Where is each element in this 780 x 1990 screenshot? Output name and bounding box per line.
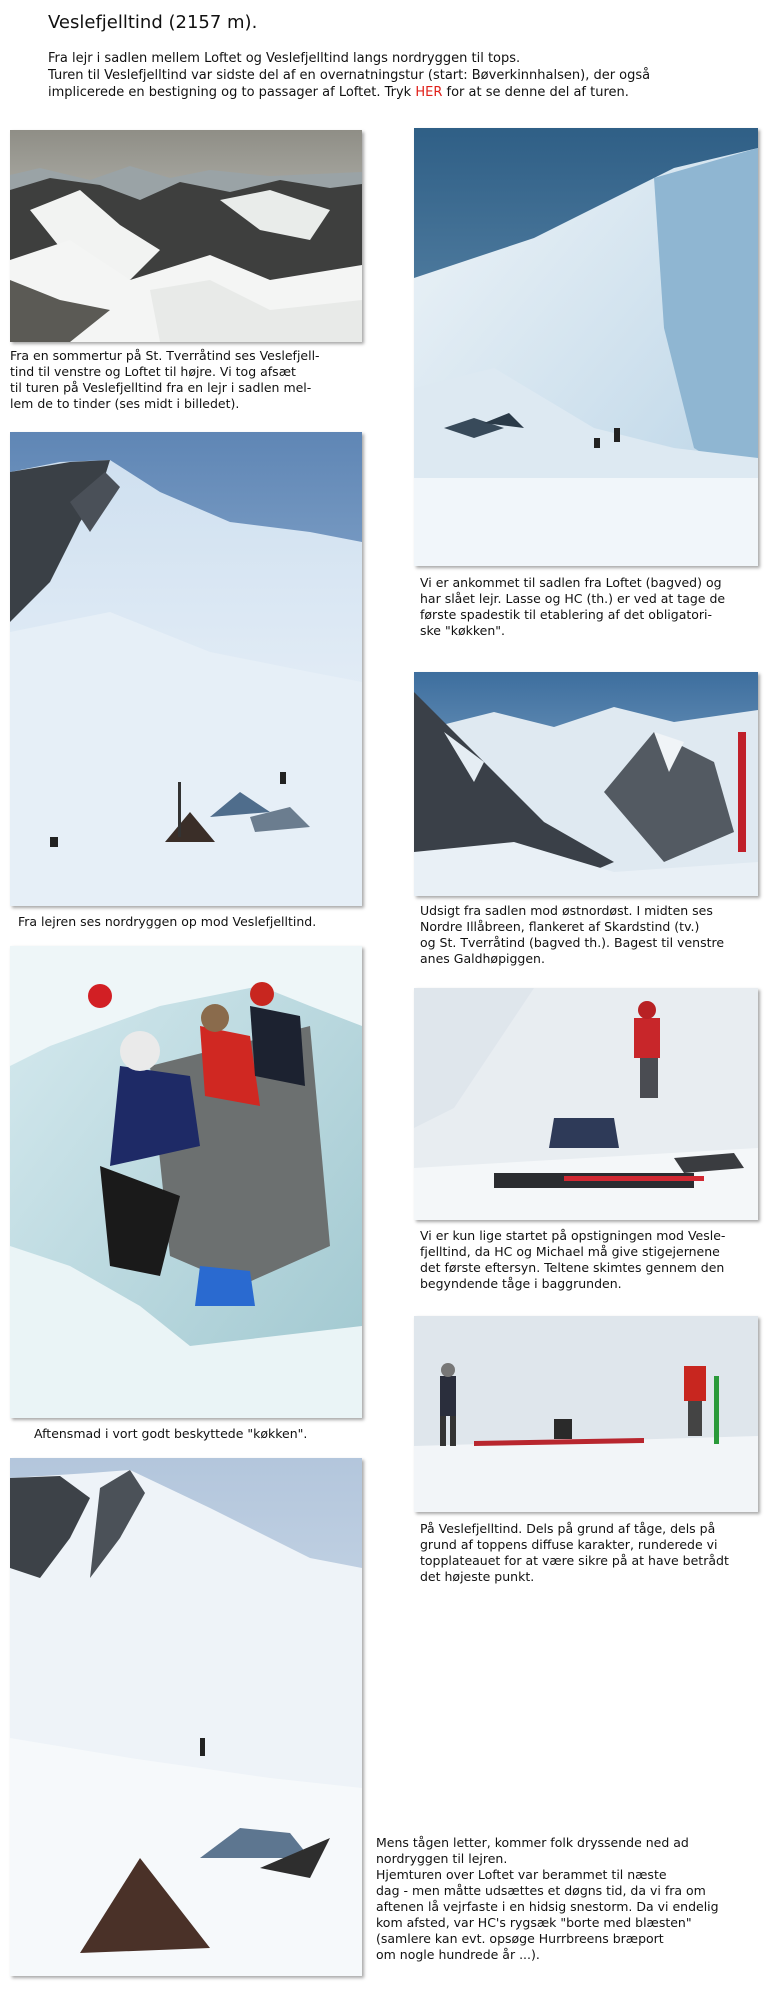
photo-summer-panorama <box>10 130 362 342</box>
caption-line: Vi er kun lige startet på opstigningen mod Vesle- <box>420 1228 726 1243</box>
photo-summit <box>414 1316 758 1512</box>
caption-summit <box>420 1521 770 1585</box>
caption-line: om nogle hundrede år ...). <box>376 1947 540 1962</box>
caption-line: tind til venstre og Loftet til højre. Vi tog afsæt <box>10 364 296 379</box>
caption-line: begyndende tåge i baggrunden. <box>420 1276 622 1291</box>
caption-line: Udsigt fra sadlen mod østnordøst. I midten ses <box>420 903 713 918</box>
photo-descent-to-camp <box>10 1458 362 1976</box>
caption-line: kom afsted, var HC's rygsæk "borte med blæsten" <box>376 1915 692 1930</box>
caption-camp-saddle <box>420 575 770 639</box>
photo-crampon-check <box>414 988 758 1220</box>
caption-line: anes Galdhøpiggen. <box>420 951 545 966</box>
caption-line: Aftensmad i vort godt beskyttede "køkken". <box>34 1426 308 1441</box>
caption-line: nordryggen til lejren. <box>376 1851 508 1866</box>
caption-line: Mens tågen letter, kommer folk dryssende ned ad <box>376 1835 689 1850</box>
photo-camp-saddle <box>414 128 758 566</box>
intro-line-before: implicerede en bestigning og to passager af Loftet. Tryk <box>48 85 416 100</box>
here-link[interactable]: HER <box>415 85 443 100</box>
caption-summer-panorama <box>10 348 370 412</box>
caption-line: På Veslefjelltind. Dels på grund af tåge, dels på <box>420 1521 716 1536</box>
caption-line: grund af toppens diffuse karakter, runderede vi <box>420 1537 718 1552</box>
intro-line-after: for at se denne del af turen. <box>442 85 629 100</box>
intro-line <box>48 84 738 101</box>
caption-line: det højeste punkt. <box>420 1569 535 1584</box>
caption-descent-to-camp <box>376 1835 776 1963</box>
caption-line: ske "køkken". <box>420 623 505 638</box>
page-title: Veslefjelltind (2157 m). <box>48 12 258 33</box>
caption-line: Fra en sommertur på St. Tverråtind ses Veslefjell- <box>10 348 320 363</box>
caption-line: første spadestik til etablering af det obligatori- <box>420 607 713 622</box>
caption-view-ene <box>420 903 770 967</box>
caption-line: det første eftersyn. Teltene skimtes gennem den <box>420 1260 725 1275</box>
caption-line: Nordre Illåbreen, flankeret af Skardstind (tv.) <box>420 919 700 934</box>
caption-line: (samlere kan evt. opsøge Hurrbreens bræport <box>376 1931 664 1946</box>
caption-line: topplateauet for at være sikre på at have betrådt <box>420 1553 729 1568</box>
caption-line: Vi er ankommet til sadlen fra Loftet (bagved) og <box>420 575 722 590</box>
caption-snow-kitchen <box>34 1426 374 1442</box>
intro-line: Fra lejr i sadlen mellem Loftet og Veslefjelltind langs nordryggen til tops. <box>48 51 521 66</box>
intro-line: Turen til Veslefjelltind var sidste del af en overnatningstur (start: Bøverkinnhalsen), der også <box>48 68 651 83</box>
caption-line: har slået lejr. Lasse og HC (th.) er ved at tage de <box>420 591 726 606</box>
photo-snow-kitchen <box>10 946 362 1418</box>
photo-view-ene <box>414 672 758 896</box>
caption-crampon-check <box>420 1228 770 1292</box>
caption-line: og St. Tverråtind (bagved th.). Bagest til venstre <box>420 935 725 950</box>
caption-north-ridge <box>18 914 378 930</box>
caption-line: Fra lejren ses nordryggen op mod Veslefjelltind. <box>18 914 317 929</box>
photo-north-ridge <box>10 432 362 906</box>
caption-line: fjelltind, da HC og Michael må give stigejernene <box>420 1244 720 1259</box>
intro-text <box>48 50 738 101</box>
caption-line: dag - men måtte udsættes et døgns tid, da vi fra om <box>376 1883 706 1898</box>
caption-line: lem de to tinder (ses midt i billedet). <box>10 396 240 411</box>
caption-line: Hjemturen over Loftet var berammet til næste <box>376 1867 667 1882</box>
caption-line: til turen på Veslefjelltind fra en lejr i sadlen mel- <box>10 380 312 395</box>
caption-line: aftenen lå vejrfaste i en hidsig snestorm. Da vi endelig <box>376 1899 719 1914</box>
